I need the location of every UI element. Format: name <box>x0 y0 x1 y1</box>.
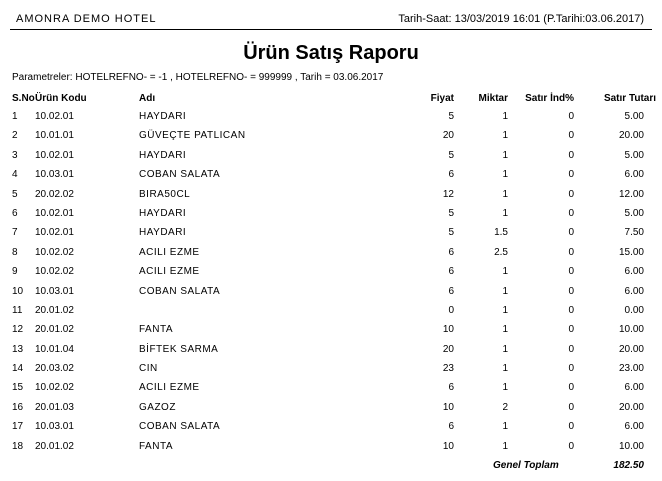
cell-qty: 1 <box>502 169 508 181</box>
cell-no: 17 <box>12 421 24 433</box>
cell-price: 5 <box>448 111 454 122</box>
hotel-name: AMONRA DEMO HOTEL <box>16 13 157 25</box>
cell-code: 10.02.02 <box>35 382 74 394</box>
cell-qty: 2 <box>502 401 508 413</box>
cell-code: 10.03.01 <box>35 169 74 181</box>
cell-qty: 1 <box>502 421 508 433</box>
cell-qty: 1 <box>502 285 508 297</box>
cell-name: COBAN SALATA <box>139 285 221 297</box>
cell-name: ACILI EZME <box>139 382 200 394</box>
table-row <box>0 185 662 204</box>
table-row <box>0 359 662 378</box>
cell-price: 5 <box>448 207 454 219</box>
cell-total: 5.00 <box>624 111 644 122</box>
table-row <box>0 398 662 417</box>
cell-total: 6.00 <box>624 285 644 297</box>
cell-code: 10.03.01 <box>35 285 74 297</box>
cell-disc: 0 <box>568 169 574 181</box>
cell-total: 5.00 <box>624 207 644 219</box>
cell-name: HAYDARI <box>139 149 187 161</box>
cell-code: 10.02.02 <box>35 246 74 258</box>
cell-price: 5 <box>448 227 454 239</box>
cell-name: CIN <box>139 363 158 375</box>
cell-no: 14 <box>12 363 24 375</box>
cell-qty: 1 <box>502 149 508 161</box>
table-row <box>0 378 662 397</box>
cell-qty: 1 <box>502 188 508 200</box>
cell-qty: 1 <box>502 304 508 316</box>
cell-no: 15 <box>12 382 24 394</box>
col-header-qty: Miktar <box>478 93 508 104</box>
cell-qty: 2.5 <box>494 246 508 258</box>
report-datetime: Tarih-Saat: 13/03/2019 16:01 (P.Tarihi:03.06.2017) <box>398 13 644 25</box>
cell-name: COBAN SALATA <box>139 169 221 181</box>
table-row <box>0 417 662 436</box>
cell-no: 8 <box>12 246 18 258</box>
cell-total: 10.00 <box>618 324 644 336</box>
cell-disc: 0 <box>568 343 574 355</box>
cell-price: 6 <box>448 169 454 181</box>
cell-disc: 0 <box>568 421 574 433</box>
table-row <box>0 126 662 145</box>
table-row <box>0 301 662 320</box>
table-row <box>0 165 662 184</box>
cell-total: 6.00 <box>624 169 644 181</box>
cell-no: 13 <box>12 343 24 355</box>
cell-no: 2 <box>12 130 18 142</box>
cell-disc: 0 <box>568 401 574 413</box>
cell-no: 6 <box>12 207 18 219</box>
table-row <box>0 243 662 262</box>
cell-total: 7.50 <box>624 227 644 239</box>
cell-qty: 1 <box>502 207 508 219</box>
table-row <box>0 262 662 281</box>
cell-qty: 1.5 <box>494 227 508 239</box>
cell-no: 1 <box>12 111 18 122</box>
table-row <box>0 340 662 359</box>
cell-total: 20.00 <box>618 343 644 355</box>
grand-total-label: Genel Toplam <box>493 460 559 471</box>
cell-code: 20.02.02 <box>35 188 74 200</box>
cell-code: 10.02.01 <box>35 207 74 219</box>
cell-qty: 1 <box>502 343 508 355</box>
cell-total: 10.00 <box>618 440 644 452</box>
cell-disc: 0 <box>568 440 574 452</box>
report-parameters: Parametreler: HOTELREFNO- = -1 , HOTELREFNO- = 999999 , Tarih = 03.06.2017 <box>12 72 384 83</box>
cell-name: BİFTEK SARMA <box>139 343 219 355</box>
cell-code: 10.03.01 <box>35 421 74 433</box>
cell-price: 6 <box>448 421 454 433</box>
cell-code: 10.02.01 <box>35 227 74 239</box>
cell-total: 20.00 <box>618 130 644 142</box>
col-header-total: Satır Tutarı <box>603 93 656 104</box>
cell-total: 0.00 <box>624 304 644 316</box>
cell-disc: 0 <box>568 188 574 200</box>
cell-total: 15.00 <box>618 246 644 258</box>
cell-code: 10.02.02 <box>35 266 74 278</box>
cell-total: 12.00 <box>618 188 644 200</box>
cell-price: 5 <box>448 149 454 161</box>
table-row <box>0 223 662 242</box>
cell-disc: 0 <box>568 382 574 394</box>
cell-name: HAYDARI <box>139 111 187 122</box>
table-row <box>0 320 662 339</box>
cell-disc: 0 <box>568 207 574 219</box>
cell-qty: 1 <box>502 130 508 142</box>
cell-name: BIRA50CL <box>139 188 191 200</box>
cell-price: 6 <box>448 382 454 394</box>
cell-price: 12 <box>442 188 454 200</box>
cell-price: 6 <box>448 266 454 278</box>
cell-code: 20.01.03 <box>35 401 74 413</box>
grand-total-value: 182.50 <box>613 460 644 471</box>
cell-no: 11 <box>12 304 23 316</box>
cell-price: 6 <box>448 285 454 297</box>
cell-code: 10.01.04 <box>35 343 74 355</box>
cell-total: 6.00 <box>624 266 644 278</box>
col-header-code: Ürün Kodu <box>35 93 87 104</box>
cell-disc: 0 <box>568 304 574 316</box>
cell-price: 0 <box>448 304 454 316</box>
cell-qty: 1 <box>502 266 508 278</box>
cell-name: FANTA <box>139 440 173 452</box>
cell-price: 23 <box>442 363 454 375</box>
cell-price: 10 <box>442 324 454 336</box>
col-header-disc: Satır İnd% <box>525 93 574 104</box>
cell-name: HAYDARI <box>139 227 187 239</box>
cell-code: 20.01.02 <box>35 440 74 452</box>
cell-price: 20 <box>442 343 454 355</box>
cell-code: 10.02.01 <box>35 149 74 161</box>
cell-qty: 1 <box>502 324 508 336</box>
cell-no: 4 <box>12 169 18 181</box>
cell-name: GAZOZ <box>139 401 176 413</box>
cell-qty: 1 <box>502 382 508 394</box>
cell-name: FANTA <box>139 324 173 336</box>
cell-name: GÜVEÇTE PATLICAN <box>139 130 246 142</box>
cell-no: 10 <box>12 285 24 297</box>
cell-code: 10.01.01 <box>35 130 74 142</box>
cell-no: 16 <box>12 401 24 413</box>
cell-qty: 1 <box>502 363 508 375</box>
cell-code: 10.02.01 <box>35 111 74 122</box>
cell-disc: 0 <box>568 363 574 375</box>
cell-name: HAYDARI <box>139 207 187 219</box>
cell-qty: 1 <box>502 440 508 452</box>
cell-no: 3 <box>12 149 18 161</box>
table-row <box>0 107 662 126</box>
cell-no: 12 <box>12 324 24 336</box>
col-header-name: Adı <box>139 93 156 104</box>
cell-code: 20.01.02 <box>35 304 74 316</box>
col-header-no: S.No <box>12 93 35 104</box>
table-row <box>0 146 662 165</box>
cell-disc: 0 <box>568 149 574 161</box>
report-title: Ürün Satış Raporu <box>243 42 419 64</box>
cell-disc: 0 <box>568 324 574 336</box>
cell-total: 5.00 <box>624 149 644 161</box>
cell-price: 10 <box>442 440 454 452</box>
cell-disc: 0 <box>568 130 574 142</box>
table-row <box>0 437 662 456</box>
cell-name: ACILI EZME <box>139 246 200 258</box>
cell-disc: 0 <box>568 111 574 122</box>
cell-price: 20 <box>442 130 454 142</box>
cell-no: 7 <box>12 227 18 239</box>
cell-price: 6 <box>448 246 454 258</box>
cell-code: 20.03.02 <box>35 363 74 375</box>
cell-total: 23.00 <box>618 363 644 375</box>
cell-disc: 0 <box>568 285 574 297</box>
col-header-price: Fiyat <box>430 93 454 104</box>
cell-disc: 0 <box>568 227 574 239</box>
cell-disc: 0 <box>568 246 574 258</box>
header-divider <box>10 29 652 30</box>
cell-name: COBAN SALATA <box>139 421 221 433</box>
cell-no: 18 <box>12 440 24 452</box>
report-rows <box>0 107 662 456</box>
cell-total: 6.00 <box>624 382 644 394</box>
cell-name: ACILI EZME <box>139 266 200 278</box>
cell-qty: 1 <box>502 111 508 122</box>
cell-no: 9 <box>12 266 18 278</box>
cell-price: 10 <box>442 401 454 413</box>
cell-disc: 0 <box>568 266 574 278</box>
cell-no: 5 <box>12 188 18 200</box>
table-row <box>0 282 662 301</box>
cell-total: 20.00 <box>618 401 644 413</box>
cell-code: 20.01.02 <box>35 324 74 336</box>
table-row <box>0 204 662 223</box>
cell-total: 6.00 <box>624 421 644 433</box>
